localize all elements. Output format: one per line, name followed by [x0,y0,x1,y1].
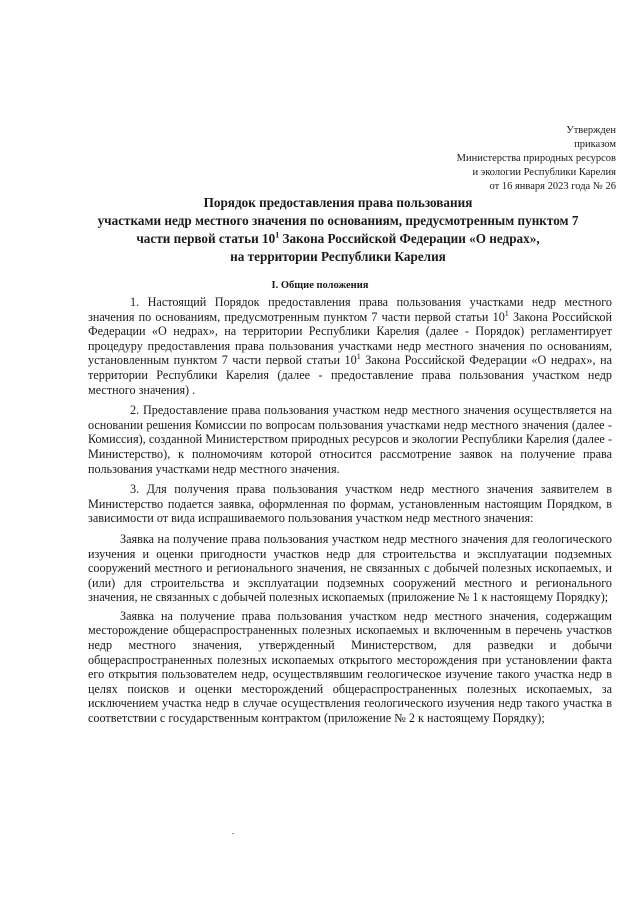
approval-stamp [316,124,616,194]
paragraph-text: Закона Российской Федерации «О недрах», на территории Республики Карелия (далее - предоставление права пользования участком недр местного значения) . [88,353,613,397]
document-body [88,295,612,730]
document-title [88,194,588,266]
paragraph-3: 3. Для получения права пользования участком недр местного значения заявителем в Министерство подается заявка, оформленная по формам, установленным настоящим Порядком, в зависимости от вида испрашиваемого пользования участком недр местного значения: [88,482,612,526]
paragraph-text: 1. Настоящий Порядок предоставления права пользования участками недр местного значения по основаниям, предусмотренным пунктом 7 части первой статьи 10 [88,295,612,324]
approval-line: Министерства природных ресурсов [456,153,616,164]
title-line: Порядок предоставления права пользования [203,195,473,210]
superscript: 1 [275,230,280,240]
title-line: участками недр местного значения по основаниям, предусмотренным пунктом 7 [97,213,579,228]
title-line [88,230,588,248]
title-text: части первой статьи 10 [136,231,276,246]
title-text: Закона Российской Федерации «О недрах», [279,231,540,246]
approval-line: и экологии Республики Карелия [472,167,616,178]
section-heading: I. Общие положения [271,280,369,291]
paragraph-1 [88,295,612,397]
approval-line: Утвержден [566,125,616,136]
approval-line: приказом [574,139,616,150]
paragraph-4: Заявка на получение права пользования участком недр местного значения для геологического изучения и оценки пригодности участков недр для строительства и эксплуатации подземных сооружений местного и регионального значения, не связанных с добычей полезных ископаемых, и (или) для строительства и эксплуатации подземных сооружений местного и регионального значения, не связанных с добычей полезных ископаемых (приложение № 1 к настоящему Порядку); [88,531,612,605]
scan-mark [232,833,234,834]
superscript: 1 [504,308,509,318]
paragraph-5: Заявка на получение права пользования участком недр местного значения, содержащим месторождение общераспространенных полезных ископаемых и включенным в перечень участков недр местного значения, утвержденный Министерством, для разведки и добычи общераспространенных полезных ископаемых открытого месторождения при установлении факта его открытия пользователем недр, осуществлявшим геологическое изучение такого участка недр в целях поисков и оценки месторождений общераспространенных полезных ископаемых, за исключением участка недр в случае осуществления геологического изучения недр такого участка в соответствии с государственным контрактом (приложение № 2 к настоящему Порядку); [88,608,612,726]
paragraph-text: Закона Российской Федерации «О недрах», на территории Республики Карелия (далее - Порядок) регламентирует процедуру предоставления права пользования участками недр местного значения по основаниям, установленным пунктом 7 части первой статьи 10 [88,309,612,368]
superscript: 1 [356,352,361,362]
paragraph-2: 2. Предоставление права пользования участком недр местного значения осуществляется на основании решения Комиссии по вопросам пользования участками недр местного значения (далее - Комиссия), созданной Министерством природных ресурсов и экологии Республики Карелия (далее - Министерство), к полномочиям которой относится рассмотрение заявок на получение права пользования участками недр местного значения. [88,403,612,476]
title-line: на территории Республики Карелия [230,249,446,264]
approval-line: от 16 января 2023 года № 26 [489,181,616,192]
